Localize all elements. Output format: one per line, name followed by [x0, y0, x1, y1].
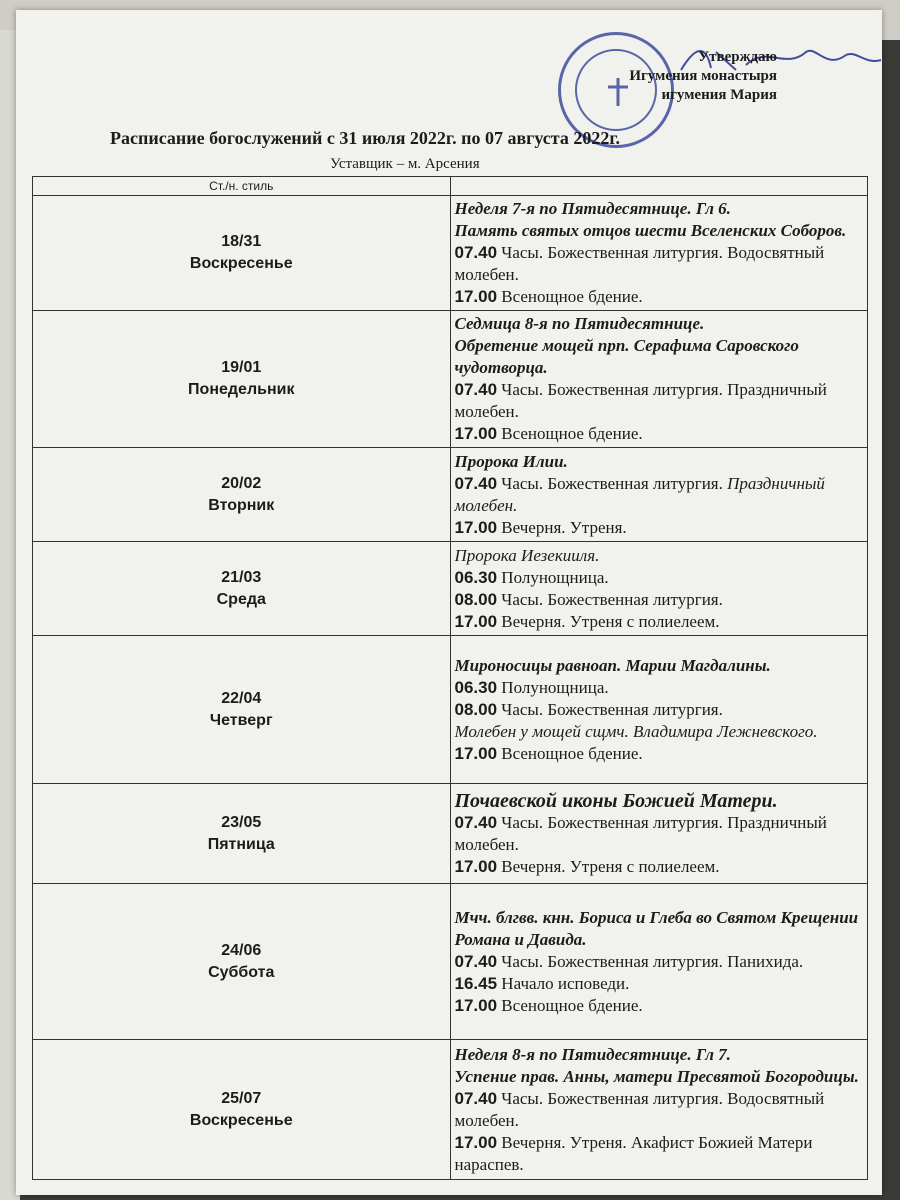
- service-time: 07.40: [454, 951, 498, 971]
- day-cell: [33, 884, 451, 1040]
- service-time: 07.40: [454, 380, 498, 399]
- service-text: Часы. Божественная литургия.: [501, 699, 723, 719]
- service-text: Часы. Божественная литургия. Водосвятный молебен.: [454, 1088, 825, 1130]
- service-text: Часы. Божественная литургия.: [501, 473, 723, 493]
- service-time: 06.30: [454, 677, 498, 697]
- feast-title: Пророка Иезекииля.: [454, 545, 600, 565]
- day-date: 19/01: [221, 359, 262, 376]
- service-line: [455, 242, 864, 286]
- service-line: [455, 812, 864, 856]
- day-cell: [33, 448, 451, 542]
- table-header-row: [33, 177, 868, 196]
- service-text: Начало исповеди.: [501, 973, 630, 993]
- feast-title: Мчч. блгвв. кнн. Бориса и Глеба во Святом Крещении: [454, 907, 859, 927]
- table-row: [33, 784, 868, 884]
- day-cell: [33, 542, 451, 636]
- feast-title: Успение прав. Анны, матери Пресвятой Богородицы.: [454, 1066, 859, 1086]
- service-text: Вечерня. Утреня с полиелеем.: [501, 856, 720, 876]
- table-row: [33, 884, 868, 1040]
- day-weekday: Воскресенье: [189, 1111, 293, 1129]
- day-weekday: Понедельник: [188, 381, 295, 398]
- day-cell: [33, 1040, 451, 1180]
- table-row: [33, 448, 868, 542]
- day-cell: [33, 636, 451, 784]
- service-line: [455, 951, 864, 973]
- page-title: Расписание богослужений с 31 июля 2022г. по 07 августа 2022г.: [110, 128, 620, 148]
- service-time: 08.00: [454, 589, 498, 609]
- day-date: 18/31: [221, 233, 262, 250]
- service-line: [455, 379, 864, 423]
- service-line: [455, 721, 864, 743]
- service-time: 07.40: [454, 473, 498, 493]
- service-line: [455, 517, 864, 539]
- services-cell: [450, 884, 868, 1040]
- service-line: [455, 611, 864, 633]
- service-text: Всенощное бдение.: [501, 743, 643, 763]
- schedule-table: [32, 176, 868, 1180]
- service-line: [455, 995, 864, 1017]
- services-cell: [450, 636, 868, 784]
- service-time: 17.00: [454, 995, 498, 1015]
- service-time: 08.00: [454, 699, 498, 719]
- day-weekday: Суббота: [208, 963, 275, 981]
- day-weekday: Четверг: [209, 711, 273, 729]
- day-date: 23/05: [221, 813, 262, 831]
- service-text-italic: Праздничный молебен.: [454, 473, 825, 515]
- day-weekday: Среда: [216, 590, 266, 608]
- column-header-style: Ст./н. стиль: [33, 177, 451, 196]
- column-header-blank: [450, 177, 868, 196]
- page-subtitle: Уставщик – м. Арсения: [330, 156, 480, 172]
- service-time: 07.40: [454, 1088, 498, 1108]
- approval-block: [629, 48, 777, 105]
- service-time: 17.00: [454, 611, 498, 631]
- service-time: 17.00: [454, 856, 498, 876]
- service-text: Часы. Божественная литургия. Праздничный молебен.: [454, 380, 827, 421]
- service-text: Часы. Божественная литургия. Водосвятный молебен.: [454, 243, 825, 284]
- service-line: [455, 743, 864, 765]
- service-text: Молебен у мощей сщмч. Владимира Лежневского.: [454, 721, 818, 741]
- service-line: [455, 473, 864, 517]
- approval-line-1: Утверждаю: [698, 49, 777, 65]
- approval-line-3: игумения Мария: [661, 87, 777, 103]
- feast-title: Мироносицы равноап. Марии Магдалины.: [454, 655, 771, 675]
- feast-title: Неделя 7-я по Пятидесятнице. Гл 6.: [454, 199, 731, 218]
- day-weekday: Вторник: [208, 496, 275, 514]
- service-line: [455, 856, 864, 878]
- services-cell: [450, 1040, 868, 1180]
- day-date: 21/03: [221, 568, 262, 586]
- service-line: [455, 677, 864, 699]
- service-text: Часы. Божественная литургия. Праздничный молебен.: [454, 812, 827, 854]
- service-line: [455, 567, 864, 589]
- service-text: Часы. Божественная литургия. Панихида.: [501, 951, 804, 971]
- service-time: 07.40: [454, 243, 498, 262]
- feast-title: Седмица 8-я по Пятидесятнице.: [454, 314, 705, 333]
- service-text: Вечерня. Утреня с полиелеем.: [501, 611, 720, 631]
- services-cell: [450, 784, 868, 884]
- service-text: Всенощное бдение.: [501, 995, 643, 1015]
- table-row: [33, 1040, 868, 1180]
- day-weekday: Воскресенье: [189, 255, 293, 272]
- service-time: 07.40: [454, 812, 498, 832]
- day-date: 25/07: [221, 1089, 262, 1107]
- service-time: 17.00: [454, 287, 498, 306]
- day-cell: [33, 311, 451, 448]
- approval-line-2: Игумения монастыря: [629, 68, 777, 84]
- service-time: 17.00: [454, 517, 498, 537]
- feast-title: Неделя 8-я по Пятидесятнице. Гл 7.: [454, 1044, 731, 1064]
- service-time: 17.00: [454, 1132, 498, 1152]
- day-date: 24/06: [221, 941, 262, 959]
- table-row: [33, 636, 868, 784]
- service-text: Полунощница.: [501, 677, 609, 697]
- service-line: [455, 973, 864, 995]
- service-line: [455, 589, 864, 611]
- table-row: [33, 196, 868, 311]
- table-row: [33, 542, 868, 636]
- feast-title: Обретение мощей прп. Серафима Саровского чудотворца.: [454, 336, 799, 377]
- feast-title: Пророка Илии.: [454, 451, 568, 471]
- service-time: 16.45: [454, 973, 498, 993]
- feast-title: Память святых отцов шести Вселенских Соборов.: [454, 221, 847, 240]
- service-time: 17.00: [454, 424, 498, 443]
- service-line: [455, 699, 864, 721]
- service-line: [455, 286, 864, 308]
- feast-title: Почаевской иконы Божией Матери.: [454, 789, 778, 812]
- service-text: Часы. Божественная литургия.: [501, 589, 723, 609]
- services-cell: [450, 311, 868, 448]
- service-time: 17.00: [454, 743, 498, 763]
- services-cell: [450, 542, 868, 636]
- day-date: 20/02: [221, 474, 262, 492]
- service-time: 06.30: [454, 567, 498, 587]
- service-text: Полунощница.: [501, 567, 609, 587]
- day-date: 22/04: [221, 689, 262, 707]
- service-text: Всенощное бдение.: [501, 287, 643, 306]
- service-line: [455, 1132, 864, 1176]
- day-weekday: Пятница: [207, 835, 275, 853]
- service-line: [455, 423, 864, 445]
- day-cell: [33, 784, 451, 884]
- services-cell: [450, 448, 868, 542]
- day-cell: [33, 196, 451, 311]
- service-text: Всенощное бдение.: [501, 424, 643, 443]
- services-cell: [450, 196, 868, 311]
- service-text: Вечерня. Утреня. Акафист Божией Матери нараспев.: [454, 1132, 813, 1174]
- table-row: [33, 311, 868, 448]
- service-text: Вечерня. Утреня.: [501, 517, 627, 537]
- service-line: [455, 1088, 864, 1132]
- feast-title: Романа и Давида.: [454, 929, 587, 949]
